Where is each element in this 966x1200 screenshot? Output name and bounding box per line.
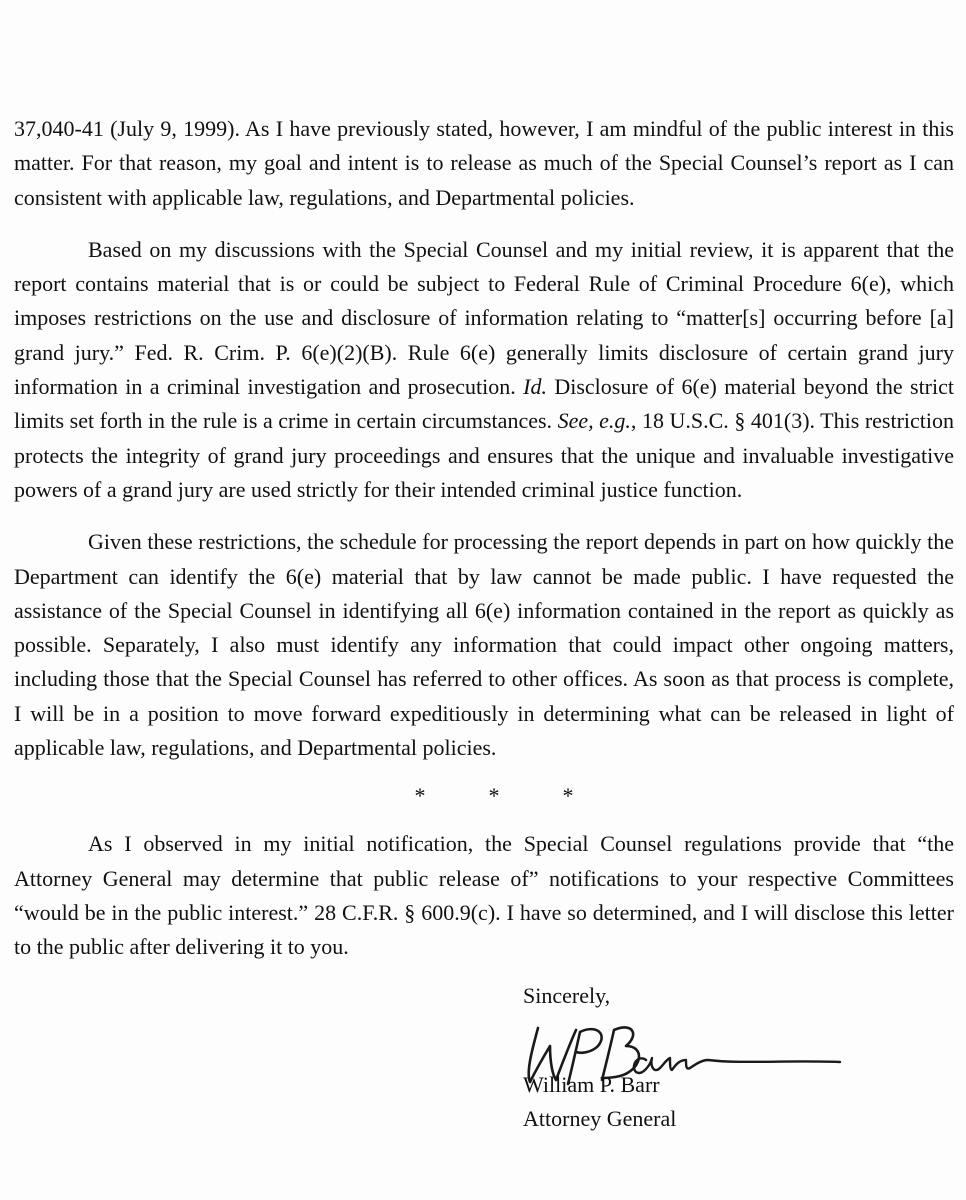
section-break-star: * xyxy=(414,783,426,809)
salutation: Sincerely, xyxy=(523,983,611,1008)
paragraph-3: Given these restrictions, the schedule for processing the report depends in part on how quickly the Department can identify the 6(e) material that by law cannot be made public. I have requested the assistance of the Special Counsel in identifying all 6(e) information contained in the report as quickly as possible. Separately, I also must identify any information that could impact other ongoing matters, including those that the Special Counsel has referred to other offices. As soon as that process is complete, I will be in a position to move forward expeditiously in determining what can be released in light of applicable law, regulations, and Departmental policies. xyxy=(14,529,954,761)
paragraph-2-part-3: , 18 U.S.C. § 401(3). This restriction protects the integrity of grand jury proceedings and ensures that the unique and invaluable investigative powers of a grand jury are used strictly for their intended criminal justice function. xyxy=(14,408,955,502)
section-break xyxy=(14,783,954,809)
paragraph-2 xyxy=(14,233,954,507)
paragraph-2-part-1: Based on my discussions with the Special Counsel and my initial review, it is apparent that the report contains material that is or could be subject to Federal Rule of Criminal Procedure 6(e), which imposes restrictions on the use and disclosure of information relating to “matter[s] occurring before [a] grand jury.” Fed. R. Crim. P. 6(e)(2)(B). Rule 6(e) generally limits disclosure of certain grand jury information in a criminal investigation and prosecution. xyxy=(14,236,954,400)
signature-block xyxy=(523,1068,676,1136)
letter-body xyxy=(14,112,954,983)
paragraph-4: As I observed in my initial notification, the Special Counsel regulations provide that “the Attorney General may determine that public release of” notifications to your respective Committees “would be in the public interest.” 28 C.F.R. § 600.9(c). I have so determined, and I will disclose this letter to the public after delivering it to you. xyxy=(14,831,954,960)
signer-title: Attorney General xyxy=(523,1106,677,1131)
signer-name: William P. Barr xyxy=(523,1072,660,1097)
id-citation: Id. xyxy=(523,374,547,400)
paragraph-1: 37,040-41 (July 9, 1999). As I have previously stated, however, I am mindful of the public interest in this matter. For that reason, my goal and intent is to release as much of the Special Counsel’s report as I can consistent with applicable law, regulations, and Departmental policies. xyxy=(14,116,954,210)
section-break-star: * xyxy=(562,783,574,809)
section-break-star: * xyxy=(488,783,500,809)
see-citation: See, e.g. xyxy=(557,408,631,434)
paragraph-2-part-2: Disclosure of 6(e) material beyond the strict limits set forth in the rule is a crime in certain circumstances. xyxy=(14,374,954,434)
